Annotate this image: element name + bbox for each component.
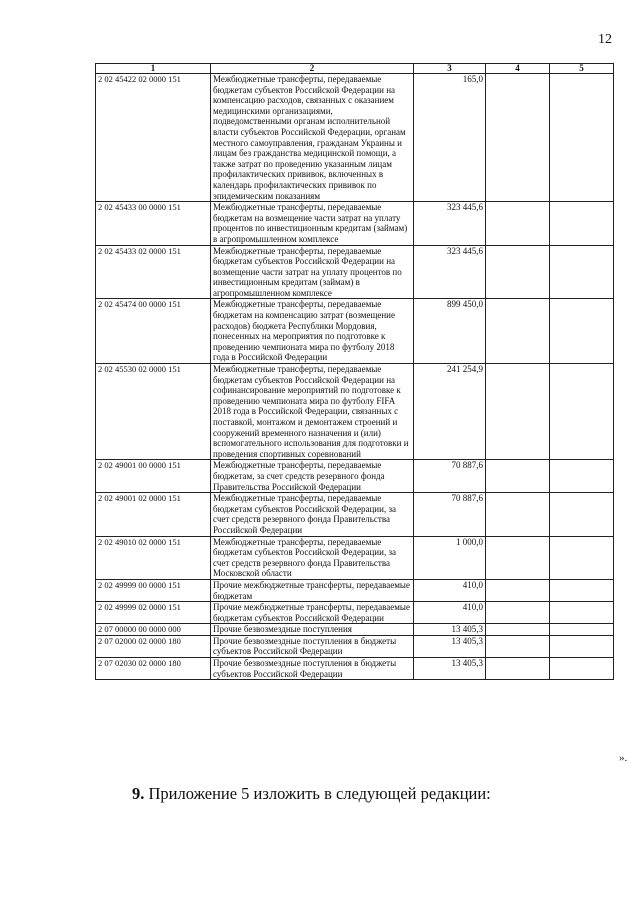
row-name-cell: Межбюджетные трансферты, передаваемые бюджетам на возмещение части затрат на уплату процентов по инвестиционным кредитам (займам) в агропромышленном комплексе xyxy=(211,202,414,245)
column-header-2: 2 xyxy=(211,64,414,74)
row-column-5-cell xyxy=(550,493,614,536)
column-header-5: 5 xyxy=(550,64,614,74)
row-name-cell: Прочие безвозмездные поступления в бюджеты субъектов Российской Федерации xyxy=(211,635,414,657)
row-column-5-cell xyxy=(550,635,614,657)
row-column-4-cell xyxy=(486,658,550,680)
table-row xyxy=(96,493,614,536)
row-code-cell: 2 02 45433 02 0000 151 xyxy=(96,245,211,299)
row-column-4-cell xyxy=(486,624,550,636)
row-name-cell: Межбюджетные трансферты, передаваемые бюджетам на компенсацию затрат (возмещение расходов) бюджета Республики Мордовия, понесенных на мероприятия по подготовке к проведению чемпионата мира по футболу 2018 года в Российской Федерации xyxy=(211,299,414,364)
row-column-5-cell xyxy=(550,624,614,636)
row-amount-cell: 13 405,3 xyxy=(414,658,486,680)
row-column-4-cell xyxy=(486,579,550,601)
row-name-cell: Прочие безвозмездные поступления в бюджеты субъектов Российской Федерации xyxy=(211,658,414,680)
row-name-cell: Межбюджетные трансферты, передаваемые бюджетам субъектов Российской Федерации на софинансирование мероприятий по подготовке к проведению чемпионата мира по футболу FIFA 2018 года в Российской Федерации, связанных с поставкой, монтажом и демонтажем строений и сооружений временного назначения и (или) вспомогательного использования для подготовки и проведения спортивных соревнований xyxy=(211,364,414,460)
row-column-5-cell xyxy=(550,364,614,460)
row-column-5-cell xyxy=(550,602,614,624)
table-row xyxy=(96,299,614,364)
row-column-4-cell xyxy=(486,202,550,245)
row-column-5-cell xyxy=(550,245,614,299)
row-amount-cell: 165,0 xyxy=(414,74,486,202)
row-code-cell: 2 07 02030 02 0000 180 xyxy=(96,658,211,680)
table-row xyxy=(96,364,614,460)
row-name-cell: Прочие межбюджетные трансферты, передаваемые бюджетам субъектов Российской Федерации xyxy=(211,602,414,624)
table-row xyxy=(96,202,614,245)
row-column-5-cell xyxy=(550,658,614,680)
page-number: 12 xyxy=(598,32,612,47)
row-name-cell: Межбюджетные трансферты, передаваемые бюджетам, за счет средств резервного фонда Правительства Российской Федерации xyxy=(211,460,414,493)
row-code-cell: 2 07 00000 00 0000 000 xyxy=(96,624,211,636)
row-code-cell: 2 02 45433 00 0000 151 xyxy=(96,202,211,245)
closing-quote: ». xyxy=(619,752,628,764)
row-amount-cell: 13 405,3 xyxy=(414,635,486,657)
row-column-5-cell xyxy=(550,536,614,579)
row-code-cell: 2 02 45422 02 0000 151 xyxy=(96,74,211,202)
row-code-cell: 2 02 45474 00 0000 151 xyxy=(96,299,211,364)
column-header-4: 4 xyxy=(486,64,550,74)
row-amount-cell: 1 000,0 xyxy=(414,536,486,579)
row-column-5-cell xyxy=(550,460,614,493)
row-code-cell: 2 07 02000 02 0000 180 xyxy=(96,635,211,657)
row-column-4-cell xyxy=(486,602,550,624)
row-column-5-cell xyxy=(550,299,614,364)
row-column-4-cell xyxy=(486,74,550,202)
row-column-5-cell xyxy=(550,74,614,202)
row-name-cell: Межбюджетные трансферты, передаваемые бюджетам субъектов Российской Федерации, за счет средств резервного фонда Правительства Российской Федерации xyxy=(211,493,414,536)
table-row xyxy=(96,579,614,601)
row-amount-cell: 241 254,9 xyxy=(414,364,486,460)
row-amount-cell: 70 887,6 xyxy=(414,460,486,493)
table-row xyxy=(96,602,614,624)
budget-table xyxy=(95,63,614,680)
row-code-cell: 2 02 49999 00 0000 151 xyxy=(96,579,211,601)
table-header-row xyxy=(96,64,614,74)
row-name-cell: Межбюджетные трансферты, передаваемые бюджетам субъектов Российской Федерации на возмещение части затрат на уплату процентов по инвестиционным кредитам (займам) в агропромышленном комплексе xyxy=(211,245,414,299)
row-column-4-cell xyxy=(486,299,550,364)
row-amount-cell: 899 450,0 xyxy=(414,299,486,364)
row-column-4-cell xyxy=(486,460,550,493)
table-body xyxy=(96,74,614,680)
row-column-4-cell xyxy=(486,364,550,460)
table-row xyxy=(96,460,614,493)
section-text: Приложение 5 изложить в следующей редакции: xyxy=(148,784,491,803)
table-row xyxy=(96,624,614,636)
column-header-3: 3 xyxy=(414,64,486,74)
row-amount-cell: 70 887,6 xyxy=(414,493,486,536)
table-row xyxy=(96,658,614,680)
row-amount-cell: 323 445,6 xyxy=(414,202,486,245)
row-column-4-cell xyxy=(486,536,550,579)
table-row xyxy=(96,635,614,657)
column-header-1: 1 xyxy=(96,64,211,74)
row-name-cell: Межбюджетные трансферты, передаваемые бюджетам субъектов Российской Федерации, за счет средств резервного фонда Правительства Московской области xyxy=(211,536,414,579)
table-row xyxy=(96,536,614,579)
row-amount-cell: 13 405,3 xyxy=(414,624,486,636)
section-heading xyxy=(132,784,491,804)
row-name-cell: Межбюджетные трансферты, передаваемые бюджетам субъектов Российской Федерации на компенсацию расходов, связанных с оказанием медицинскими организациями, подведомственными органам исполнительной власти субъектов Российской Федерации, органам местного самоуправления, гражданам Украины и лицам без гражданства медицинской помощи, а также затрат по проведению указанным лицам профилактических прививок, включенных в календарь профилактических прививок по эпидемическим показаниям xyxy=(211,74,414,202)
row-amount-cell: 323 445,6 xyxy=(414,245,486,299)
row-name-cell: Прочие безвозмездные поступления xyxy=(211,624,414,636)
row-name-cell: Прочие межбюджетные трансферты, передаваемые бюджетам xyxy=(211,579,414,601)
row-code-cell: 2 02 49001 00 0000 151 xyxy=(96,460,211,493)
table-row xyxy=(96,74,614,202)
row-amount-cell: 410,0 xyxy=(414,579,486,601)
row-code-cell: 2 02 49999 02 0000 151 xyxy=(96,602,211,624)
row-column-4-cell xyxy=(486,493,550,536)
row-column-4-cell xyxy=(486,245,550,299)
row-amount-cell: 410,0 xyxy=(414,602,486,624)
row-code-cell: 2 02 49010 02 0000 151 xyxy=(96,536,211,579)
row-code-cell: 2 02 49001 02 0000 151 xyxy=(96,493,211,536)
row-column-4-cell xyxy=(486,635,550,657)
table-row xyxy=(96,245,614,299)
section-number: 9. xyxy=(132,784,145,803)
row-column-5-cell xyxy=(550,202,614,245)
row-column-5-cell xyxy=(550,579,614,601)
row-code-cell: 2 02 45530 02 0000 151 xyxy=(96,364,211,460)
